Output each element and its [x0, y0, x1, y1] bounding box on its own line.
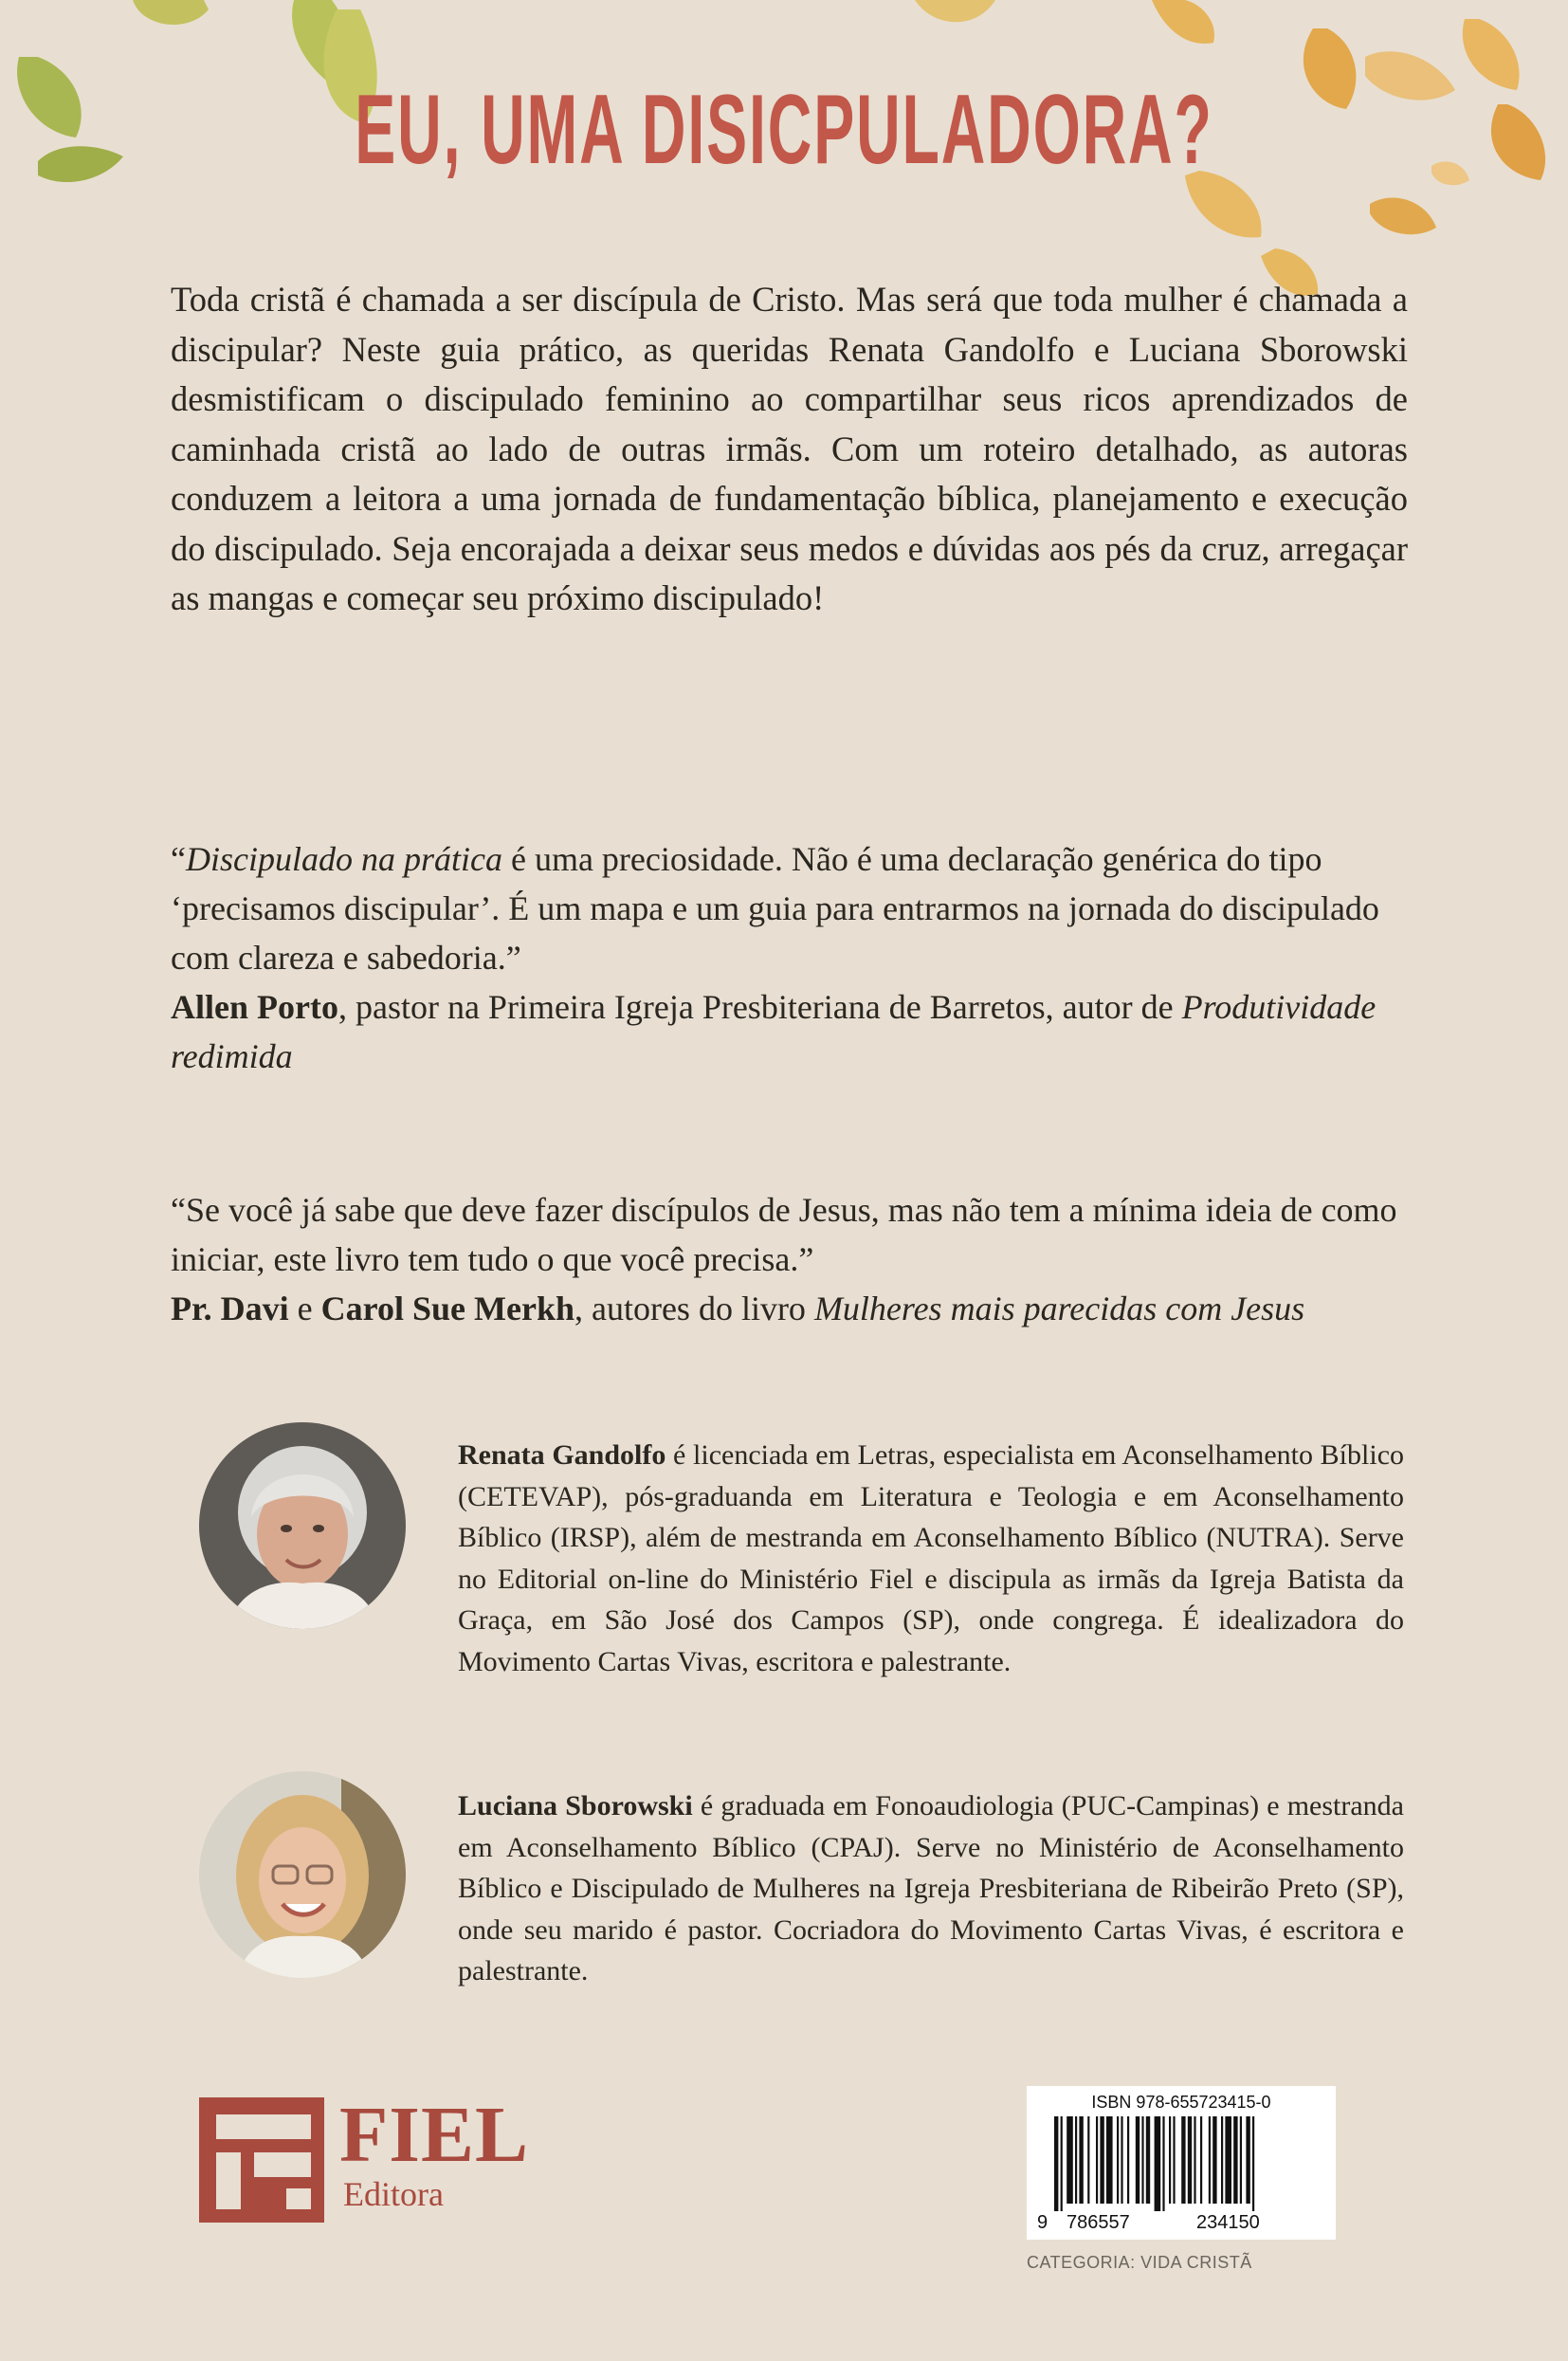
- endorsement-credit-book: Mulheres mais parecidas com Jesus: [813, 1290, 1305, 1327]
- barcode-bar: [1233, 2116, 1237, 2204]
- quoted-book-title: Discipulado na prática: [185, 840, 502, 878]
- author-bio-luciana: [458, 1785, 1404, 1992]
- barcode-bar: [1225, 2116, 1231, 2204]
- book-synopsis: Toda cristã é chamada a ser discípula de Cristo. Mas será que toda mulher é chamada a discipular? Neste guia prático, as queridas Renata Gandolfo e Luciana Sborowski desmistificam o discipulado feminino ao compartilhar seus ricos aprendizados de caminhada cristã ao lado de outras irmãs. Com um roteiro detalhado, as autoras conduzem a leitora a uma jornada de fundamentação bíblica, planejamento e execução do discipulado. Seja encorajada a deixar seus medos e dúvidas aos pés da cruz, arregaçar as mangas e começar seu próximo discipulado!: [171, 280, 1408, 617]
- endorsement-joiner: e: [288, 1290, 321, 1327]
- endorsement-credit: , pastor na Primeira Igreja Presbiteriana de Barretos, autor de: [337, 988, 1182, 1026]
- barcode-bar: [1162, 2116, 1164, 2211]
- barcode-bar: [1054, 2116, 1058, 2211]
- leaf-shape: [1491, 104, 1545, 180]
- endorsement-credit-book: Produtividade redimida: [171, 988, 1377, 1075]
- barcode-bar: [1117, 2116, 1119, 2204]
- author-photo-renata: [199, 1422, 406, 1629]
- barcode: [1054, 2116, 1320, 2211]
- barcode-bar: [1252, 2116, 1254, 2211]
- barcode-bar: [1240, 2116, 1242, 2204]
- author-bio-renata: [458, 1435, 1404, 1682]
- endorsement-credit: , autores do livro: [574, 1290, 814, 1327]
- barcode-bar: [1200, 2116, 1202, 2204]
- barcode-digit-lead: 9: [1037, 2212, 1048, 2233]
- book-category: CATEGORIA: VIDA CRISTÃ: [1027, 2253, 1252, 2272]
- author-bio-text: é licenciada em Letras, especialista em Aconselhamento Bíblico (CETEVAP), pós-graduanda em Literatura e Teologia e em Aconselhamento Bíblico (IRSP), além de mestranda em Aconselhamento Bíblico (NUTRA). Serve no Editorial on-line do Ministério Fiel e discipula as irmãs da Igreja Batista da Graça, em São José dos Campos (SP), onde congrega. É idealizadora do Movimento Cartas Vivas, escritora e palestrante.: [458, 1439, 1405, 1677]
- leaf-shape: [1370, 197, 1436, 234]
- barcode-bar: [1127, 2116, 1129, 2204]
- barcode-bar: [1212, 2116, 1216, 2204]
- barcode-digits-right: 234150: [1196, 2212, 1260, 2233]
- barcode-bar: [1181, 2116, 1185, 2204]
- publisher-subtitle: Editora: [343, 2175, 444, 2213]
- barcode-bar: [1146, 2116, 1150, 2204]
- endorsement-author: Allen Porto: [171, 988, 338, 1026]
- barcode-bar: [1194, 2116, 1195, 2204]
- barcode-bar: [1096, 2116, 1098, 2204]
- barcode-digits-left: 786557: [1067, 2212, 1130, 2233]
- quote-mark: “: [171, 840, 186, 878]
- endorsement-text: é uma preciosidade. Não é uma declaração genérica do tipo ‘precisamos discipular’. É um mapa e um guia para entrarmos na jornada do discipulado com clareza e sabedoria.”: [171, 840, 1379, 977]
- author-name: Luciana Sborowski: [458, 1790, 693, 1821]
- endorsement-merkh: [171, 1185, 1403, 1333]
- barcode-bar: [1209, 2116, 1211, 2204]
- barcode-bar: [1075, 2116, 1077, 2204]
- back-cover-title: EU, UMA DISICPULADORA?: [355, 75, 1213, 185]
- barcode-bar: [1121, 2116, 1122, 2204]
- barcode-bar: [1061, 2116, 1063, 2211]
- author-photo-luciana: [199, 1771, 406, 1978]
- barcode-bar: [1067, 2116, 1073, 2204]
- portrait-illustration: [199, 1422, 406, 1629]
- barcode-bar: [1106, 2116, 1113, 2204]
- leaf-shape: [1365, 51, 1455, 100]
- endorsement-text: “Se você já sabe que deve fazer discípulos de Jesus, mas não tem a mínima ideia de como iniciar, este livro tem tudo o que você precisa.”: [171, 1191, 1397, 1278]
- isbn-label: ISBN 978-655723415-0: [1091, 2093, 1271, 2112]
- endorsement-author-a: Pr. Davi: [171, 1290, 289, 1327]
- barcode-bar: [1155, 2116, 1161, 2211]
- barcode-bar: [1141, 2116, 1143, 2204]
- barcode-bar: [1136, 2116, 1140, 2204]
- author-bio-text: é graduada em Fonoaudiologia (PUC-Campinas) e mestranda em Aconselhamento Bíblico (CPAJ). Serve no Ministério de Aconselhamento Bíblico e Discipulado de Mulheres na Igreja Presbiteriana de Ribeirão Preto (SP), onde seu marido é pastor. Cocriadora do Movimento Cartas Vivas, é escritora e palestrante.: [458, 1790, 1404, 1986]
- leaf-shape: [17, 57, 82, 137]
- barcode-bar: [1079, 2116, 1083, 2204]
- barcode-bar: [1087, 2116, 1089, 2204]
- portrait-illustration: [199, 1771, 406, 1978]
- barcode-bar: [1100, 2116, 1103, 2204]
- leaf-shape: [1463, 19, 1520, 90]
- leaf-shape: [915, 0, 995, 22]
- barcode-bar: [1188, 2116, 1192, 2204]
- leaf-shape: [1152, 0, 1214, 44]
- leaf-shape: [1304, 28, 1357, 109]
- barcode-bar: [1169, 2116, 1171, 2204]
- endorsement-author-b: Carol Sue Merkh: [320, 1290, 574, 1327]
- leaf-shape: [38, 146, 123, 182]
- barcode-bar: [1221, 2116, 1223, 2204]
- barcode-bar: [1246, 2116, 1249, 2204]
- barcode-bar: [1173, 2116, 1175, 2204]
- publisher-name: FIEL: [339, 2091, 530, 2179]
- author-name: Renata Gandolfo: [458, 1439, 666, 1471]
- leaf-shape: [1431, 161, 1469, 185]
- endorsement-porto: [171, 834, 1403, 1081]
- leaf-shape: [133, 0, 209, 25]
